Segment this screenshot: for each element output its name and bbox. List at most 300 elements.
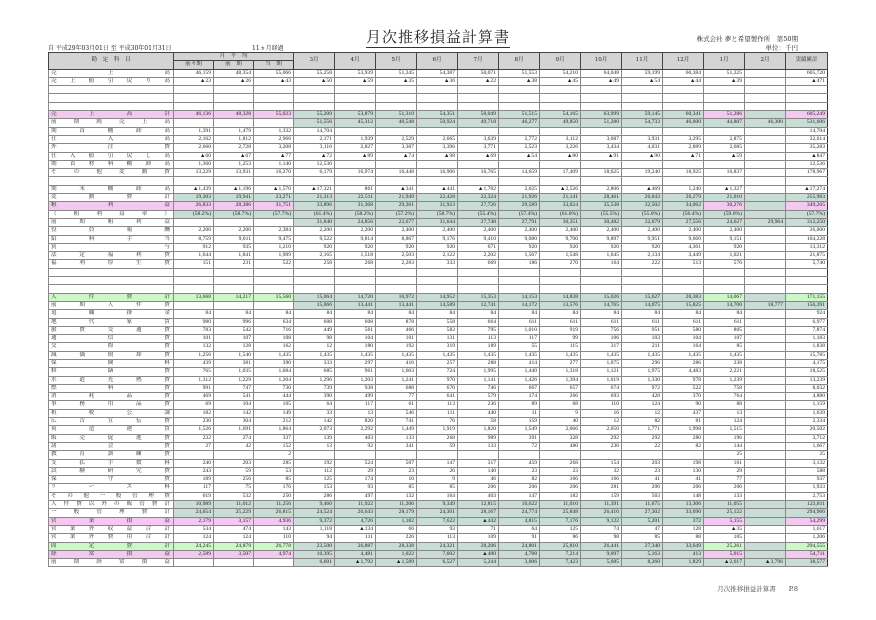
month-cell: 2,400 [622, 227, 663, 235]
month-cell: 34,062 [663, 202, 704, 210]
account-label: 期末棚卸高 [49, 185, 174, 193]
month-cell [622, 102, 663, 110]
month-cell: 258 [294, 260, 335, 268]
month-cell: 10,622 [499, 501, 540, 509]
month-cell: 611 [704, 318, 745, 326]
avg-sub-header: 前 期 [214, 61, 254, 69]
total-cell: 25 [786, 451, 828, 459]
month-cell [581, 177, 622, 185]
month-cell: 18,777 [745, 301, 786, 309]
month-cell: 25,810 [540, 542, 581, 550]
month-cell: ▲442 [458, 517, 499, 525]
month-cell: 972 [622, 384, 663, 392]
month-cell: ▲480 [458, 550, 499, 558]
month-cell: 1,426 [499, 376, 540, 384]
month-cell: 22 [622, 442, 663, 450]
month-cell: 29,361 [376, 202, 417, 210]
month-cell [540, 127, 581, 135]
avg-cell [254, 277, 294, 285]
month-cell [335, 177, 376, 185]
month-cell: 92 [335, 442, 376, 450]
month-cell: ▲90 [622, 152, 663, 160]
account-label: リース料 [49, 484, 174, 492]
month-cell: (61.0%) [540, 210, 581, 218]
account-label: 経 常 損 益 [49, 550, 174, 558]
month-cell [745, 343, 786, 351]
table-row [49, 318, 828, 326]
table-row [49, 376, 828, 384]
account-label: 福利厚生費 [49, 260, 174, 268]
month-cell [745, 293, 786, 301]
month-cell: 55,258 [294, 69, 335, 77]
month-cell: 4,726 [335, 517, 376, 525]
month-cell: 60,384 [663, 69, 704, 77]
month-header: 4月 [335, 53, 376, 70]
month-cell: 4,815 [499, 517, 540, 525]
avg-cell: 132 [174, 343, 214, 351]
month-cell: 84 [417, 310, 458, 318]
month-header: 1月 [704, 53, 745, 70]
month-cell: 25,122 [704, 509, 745, 517]
month-cell: 795 [458, 326, 499, 334]
month-cell [745, 69, 786, 77]
month-cell: 14,172 [499, 301, 540, 309]
month-cell: 49,850 [540, 119, 581, 127]
avg-cell [214, 94, 254, 102]
month-cell: 11,055 [704, 501, 745, 509]
month-cell: 286 [663, 359, 704, 367]
month-cell [704, 160, 745, 168]
avg-cell: 250 [254, 492, 294, 500]
account-label: 販売促進費 [49, 434, 174, 442]
month-cell: 105 [704, 534, 745, 542]
month-cell [294, 285, 335, 293]
month-cell: 91 [499, 534, 540, 542]
month-cell: ▲1,589 [376, 559, 417, 567]
total-cell: 2,753 [786, 492, 828, 500]
month-cell: 14,589 [417, 301, 458, 309]
month-cell: 104 [663, 335, 704, 343]
table-row [49, 434, 828, 442]
month-cell [376, 277, 417, 285]
report-title: 月次推移損益計算書 [365, 28, 510, 46]
month-cell: 30,351 [540, 218, 581, 226]
month-cell: 1,118 [294, 525, 335, 533]
total-cell: 1,159 [786, 401, 828, 409]
month-cell: 2,171 [294, 135, 335, 143]
total-cell: 312,250 [786, 218, 828, 226]
month-cell [499, 268, 540, 276]
month-cell: 46 [458, 476, 499, 484]
month-cell: 561 [335, 326, 376, 334]
month-cell [745, 177, 786, 185]
avg-cell: 104 [214, 401, 254, 409]
month-cell [499, 86, 540, 94]
month-cell [745, 525, 786, 533]
account-label: 地代家賃 [49, 318, 174, 326]
month-cell: 10 [376, 476, 417, 484]
table-row [49, 310, 828, 318]
month-cell: 920 [540, 243, 581, 251]
month-cell: 8,867 [376, 235, 417, 243]
month-cell [376, 451, 417, 459]
account-label: （粗利益率） [49, 210, 174, 218]
avg-cell [254, 177, 294, 185]
month-cell: 132 [376, 492, 417, 500]
month-cell: 54,165 [540, 111, 581, 119]
month-cell: 59 [417, 442, 458, 450]
month-cell: 23 [540, 467, 581, 475]
avg-cell: 1,989 [254, 252, 294, 260]
month-cell: 297 [335, 359, 376, 367]
account-label: 給 料 手 当 [49, 235, 174, 243]
avg-cell [214, 301, 254, 309]
avg-cell [254, 301, 294, 309]
avg-cell: 59 [214, 467, 254, 475]
month-cell: 30,276 [704, 202, 745, 210]
avg-cell: 107 [214, 335, 254, 343]
month-cell: 21,010 [704, 194, 745, 202]
month-header: 2月 [745, 53, 786, 70]
avg-cell: 48,354 [214, 69, 254, 77]
month-cell: ▲54 [622, 77, 663, 85]
month-cell: 13,306 [663, 501, 704, 509]
month-cell: 11,675 [622, 501, 663, 509]
month-cell [458, 86, 499, 94]
month-cell: 4,031 [622, 144, 663, 152]
avg-cell: 124 [214, 534, 254, 542]
total-cell: 605,720 [786, 69, 828, 77]
month-cell: 33,690 [663, 509, 704, 517]
month-cell: 26,887 [335, 542, 376, 550]
month-cell: 266 [540, 393, 581, 401]
month-cell [745, 260, 786, 268]
month-cell: 1,010 [499, 326, 540, 334]
month-cell: 85 [622, 534, 663, 542]
month-cell: 174 [499, 393, 540, 401]
month-cell: 113 [417, 534, 458, 542]
month-cell: 2,400 [704, 227, 745, 235]
month-cell: 84 [540, 310, 581, 318]
month-cell: 2,400 [417, 227, 458, 235]
month-cell: 1,518 [335, 252, 376, 260]
table-row [49, 77, 828, 85]
account-label: 外 注 費 [49, 144, 174, 152]
month-cell: 499 [335, 393, 376, 401]
avg-cell: 13,931 [214, 169, 254, 177]
month-cell: 82 [663, 442, 704, 450]
month-cell: 99 [540, 335, 581, 343]
avg-cell: 381 [214, 359, 254, 367]
avg-cell: (58.2%) [174, 210, 214, 218]
month-cell: 641 [417, 393, 458, 401]
month-cell: 2,806 [581, 185, 622, 193]
avg-cell: 1,479 [214, 127, 254, 135]
avg-cell: 2,200 [174, 227, 214, 235]
month-cell: 281 [581, 484, 622, 492]
avg-cell [174, 301, 214, 309]
month-cell: ▲59 [704, 152, 745, 160]
month-cell: 1,771 [622, 426, 663, 434]
account-label: 仕入値引戻し高 [49, 152, 174, 160]
month-cell: (58.7%) [417, 210, 458, 218]
month-cell: 86 [540, 534, 581, 542]
month-cell: ▲38 [499, 77, 540, 85]
account-label: 前期純売上高 [49, 119, 174, 127]
month-cell: 53,939 [335, 69, 376, 77]
month-cell: ▲441 [417, 185, 458, 193]
month-cell: 15,064 [294, 293, 335, 301]
avg-cell [214, 177, 254, 185]
avg-cell [254, 86, 294, 94]
month-cell: 268 [335, 260, 376, 268]
month-cell [376, 268, 417, 276]
month-cell: 319 [417, 343, 458, 351]
month-cell: 85 [376, 484, 417, 492]
month-cell: 449 [294, 326, 335, 334]
month-cell: 21,141 [540, 194, 581, 202]
table-row [49, 426, 828, 434]
account-label: 人件費以外の販管費計 [49, 501, 174, 509]
month-cell: 2,685 [704, 144, 745, 152]
month-header: 8月 [499, 53, 540, 70]
month-cell: ▲36 [417, 77, 458, 85]
month-cell: 3,116 [294, 144, 335, 152]
month-cell: 14,704 [294, 127, 335, 135]
avg-cell: 3,157 [214, 517, 254, 525]
month-cell: 3,931 [622, 135, 663, 143]
month-cell: 5,201 [622, 517, 663, 525]
avg-cell: 69 [174, 401, 214, 409]
month-cell: 72 [499, 442, 540, 450]
avg-cell: 53 [254, 467, 294, 475]
month-cell: 50,071 [458, 69, 499, 77]
month-cell: 2,165 [294, 252, 335, 260]
month-cell [704, 277, 745, 285]
month-cell: 27,748 [458, 218, 499, 226]
month-cell: 16,837 [704, 169, 745, 177]
avg-cell: 142 [214, 409, 254, 417]
avg-cell: 2,660 [174, 144, 214, 152]
month-cell: 110 [581, 401, 622, 409]
account-label: 前期粗利益 [49, 218, 174, 226]
month-cell: 84 [294, 310, 335, 318]
avg-cell: 2,384 [254, 227, 294, 235]
month-cell: 1,435 [294, 351, 335, 359]
month-cell [622, 285, 663, 293]
total-cell [786, 277, 828, 285]
table-row [49, 218, 828, 226]
month-cell: 1,435 [335, 351, 376, 359]
month-cell: 206 [458, 484, 499, 492]
month-cell: 9 [540, 409, 581, 417]
month-cell [745, 285, 786, 293]
month-cell: 117 [499, 335, 540, 343]
month-cell: 16,906 [417, 169, 458, 177]
months-passed: 11ヵ月経過 [252, 45, 284, 52]
month-cell [745, 144, 786, 152]
table-row [49, 69, 828, 77]
month-cell: 6,179 [294, 169, 335, 177]
month-cell: 16,448 [376, 169, 417, 177]
avg-cell: ▲77 [254, 152, 294, 160]
month-cell: 920 [294, 243, 335, 251]
month-cell: 82 [622, 418, 663, 426]
month-cell [376, 285, 417, 293]
month-cell: 54,733 [622, 119, 663, 127]
total-cell: 7,874 [786, 326, 828, 334]
month-cell: 111 [335, 534, 376, 542]
table-row [49, 335, 828, 343]
month-cell [294, 86, 335, 94]
month-cell: 1,919 [417, 426, 458, 434]
avg-cell: 230 [174, 418, 214, 426]
avg-cell: 11,256 [254, 501, 294, 509]
month-cell: 611 [622, 318, 663, 326]
month-cell: 14,067 [704, 293, 745, 301]
account-label: 粗 利 益 [49, 202, 174, 210]
month-cell: 33,896 [294, 202, 335, 210]
month-cell: 10,395 [294, 550, 335, 558]
month-cell: 1,435 [417, 351, 458, 359]
avg-cell: 176 [254, 484, 294, 492]
avg-cell: ▲60 [174, 152, 214, 160]
table-row [49, 268, 828, 276]
month-cell: ▲89 [335, 152, 376, 160]
month-cell: 1,829 [663, 559, 704, 567]
month-cell [745, 409, 786, 417]
account-label: 退職掛金 [49, 310, 174, 318]
month-cell: 125 [294, 476, 335, 484]
month-cell: 84 [581, 310, 622, 318]
month-cell: 758 [704, 384, 745, 392]
month-cell [294, 94, 335, 102]
total-cell: 605,249 [786, 111, 828, 119]
account-label: 広告宣伝費 [49, 418, 174, 426]
month-cell: 117 [335, 401, 376, 409]
month-cell: 1,330 [622, 376, 663, 384]
month-cell: 4,481 [335, 550, 376, 558]
month-cell: 104 [335, 335, 376, 343]
avg-cell: 124 [174, 534, 214, 542]
month-cell: 14,765 [581, 301, 622, 309]
avg-cell: 84 [214, 310, 254, 318]
month-cell: 2,073 [294, 426, 335, 434]
month-cell: 24,856 [335, 218, 376, 226]
month-cell: 53,879 [335, 111, 376, 119]
avg-cell: 1,253 [214, 160, 254, 168]
month-cell: 5,244 [458, 559, 499, 567]
month-cell: 15,825 [663, 301, 704, 309]
avg-cell: 991 [174, 384, 214, 392]
month-cell: 27,556 [663, 218, 704, 226]
avg-cell [174, 86, 214, 94]
month-cell: 333 [417, 260, 458, 268]
table-row [49, 525, 828, 533]
month-cell: 2,400 [540, 227, 581, 235]
avg-cell: 2,728 [214, 144, 254, 152]
month-cell: 198 [663, 459, 704, 467]
avg-cell [174, 268, 214, 276]
month-cell: 26,416 [581, 509, 622, 517]
month-cell: 14,659 [499, 169, 540, 177]
month-cell: 2,221 [704, 368, 745, 376]
month-cell: 90 [663, 401, 704, 409]
month-cell [745, 484, 786, 492]
month-cell [540, 451, 581, 459]
month-cell [745, 384, 786, 392]
avg-cell [254, 218, 294, 226]
month-cell [745, 351, 786, 359]
month-cell: 61 [376, 401, 417, 409]
total-cell: 588 [786, 467, 828, 475]
table-row [49, 285, 828, 293]
month-cell [622, 268, 663, 276]
month-cell [376, 86, 417, 94]
account-label: 通 信 費 [49, 335, 174, 343]
month-cell: 113 [458, 335, 499, 343]
account-label: 減価償却費 [49, 351, 174, 359]
month-cell [335, 94, 376, 102]
month-cell [581, 268, 622, 276]
month-cell: (56.4%) [663, 210, 704, 218]
avg-cell: 24,654 [174, 509, 214, 517]
month-cell: 24,801 [499, 542, 540, 550]
month-cell: 286 [294, 492, 335, 500]
month-cell: 920 [622, 243, 663, 251]
month-cell [417, 127, 458, 135]
month-cell: 403 [458, 492, 499, 500]
month-cell [704, 94, 745, 102]
month-cell: 582 [417, 326, 458, 334]
table-row [49, 534, 828, 542]
month-cell [745, 94, 786, 102]
avg-cell: 27 [174, 442, 214, 450]
avg-cell: 4,936 [254, 517, 294, 525]
avg-cell: ▲1,570 [254, 185, 294, 193]
month-cell: 1,435 [704, 351, 745, 359]
month-cell [540, 102, 581, 110]
month-cell: 206 [663, 484, 704, 492]
month-cell: 93 [417, 525, 458, 533]
month-cell: ▲74 [376, 152, 417, 160]
month-cell: 3,387 [376, 144, 417, 152]
month-cell: 13,441 [376, 301, 417, 309]
month-cell: 1,645 [581, 252, 622, 260]
account-label: 固 定 費 計 [49, 542, 174, 550]
month-cell: 84 [663, 310, 704, 318]
month-cell: 3,434 [581, 144, 622, 152]
unit-label: 単位：千円 [765, 44, 798, 52]
account-label: 売 上 高 [49, 69, 174, 77]
month-cell: 2,200 [335, 227, 376, 235]
month-cell: 27,302 [622, 509, 663, 517]
month-cell [745, 86, 786, 94]
month-cell: 40 [540, 418, 581, 426]
month-cell: (57.2%) [376, 210, 417, 218]
month-cell: 77 [704, 476, 745, 484]
avg-cell [174, 559, 214, 567]
month-cell [745, 268, 786, 276]
month-cell [745, 210, 786, 218]
total-header: 実績累計 [786, 53, 828, 70]
month-cell: (61.4%) [294, 210, 335, 218]
month-cell: ▲69 [458, 152, 499, 160]
month-cell: 13 [335, 409, 376, 417]
month-cell: 12 [581, 418, 622, 426]
month-cell: 26,441 [581, 542, 622, 550]
month-cell: 1,182 [376, 517, 417, 525]
